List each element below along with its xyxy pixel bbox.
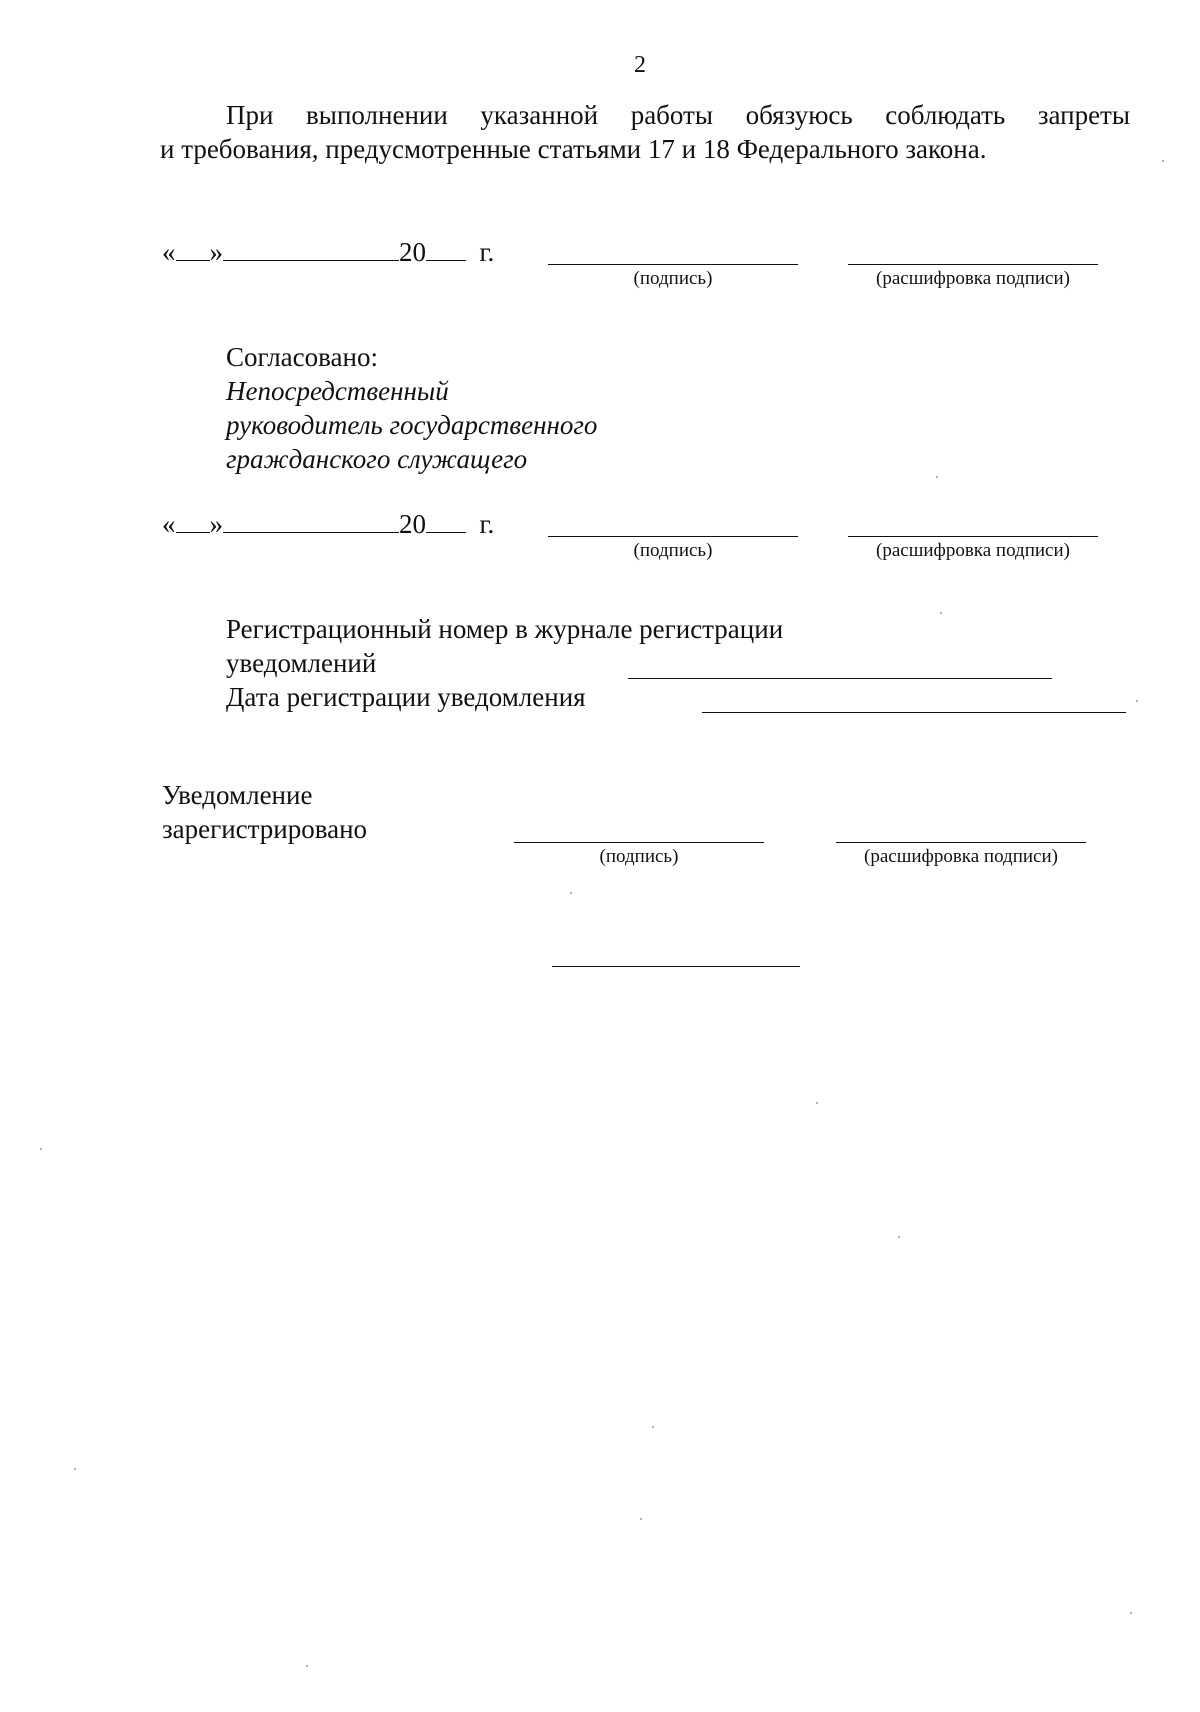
scan-speck bbox=[1136, 700, 1138, 702]
year-suffix: г. bbox=[479, 509, 495, 539]
supervisor-title-line-1: Непосредственный bbox=[226, 376, 449, 406]
scan-speck bbox=[40, 1148, 42, 1150]
registration-number-label-line-1: Регистрационный номер в журнале регистрации bbox=[226, 614, 784, 644]
registration-date-line[interactable] bbox=[702, 712, 1126, 713]
registration-date-label: Дата регистрации уведомления bbox=[226, 682, 586, 712]
day-blank[interactable] bbox=[176, 510, 210, 533]
month-blank[interactable] bbox=[223, 238, 399, 261]
signature-caption: (подпись) bbox=[633, 268, 713, 289]
scan-speck bbox=[936, 476, 938, 478]
scan-speck bbox=[74, 1468, 76, 1470]
scan-speck bbox=[816, 1102, 818, 1104]
registration-number-label-line-2: уведомлений bbox=[226, 648, 377, 678]
day-blank[interactable] bbox=[176, 238, 210, 261]
signature-line-applicant[interactable] bbox=[548, 264, 798, 265]
signature-line-registrar[interactable] bbox=[514, 842, 764, 843]
date-open-quote: « bbox=[162, 237, 176, 267]
agreed-label: Согласовано: bbox=[226, 342, 378, 372]
scan-speck bbox=[940, 612, 942, 614]
signature-decoding-line-applicant[interactable] bbox=[848, 264, 1098, 265]
date-open-quote: « bbox=[162, 509, 176, 539]
year-blank[interactable] bbox=[426, 238, 466, 261]
scan-speck bbox=[306, 1665, 308, 1667]
signature-caption: (подпись) bbox=[599, 846, 679, 867]
date-close-quote: » bbox=[209, 509, 223, 539]
date-field-applicant[interactable] bbox=[162, 236, 494, 268]
signature-decoding-caption: (расшифровка подписи) bbox=[876, 540, 1070, 561]
scan-speck bbox=[640, 1518, 642, 1520]
signature-decoding-caption: (расшифровка подписи) bbox=[864, 846, 1058, 867]
scan-speck bbox=[652, 1426, 654, 1428]
commitment-paragraph bbox=[160, 98, 1130, 166]
commitment-line-2: и требования, предусмотренные статьями 17 и 18 Федерального закона. bbox=[160, 134, 987, 164]
scan-speck bbox=[1130, 1612, 1132, 1614]
supervisor-title-line-3: гражданского служащего bbox=[226, 444, 528, 474]
scan-speck bbox=[570, 892, 572, 894]
end-separator-line bbox=[552, 966, 800, 967]
date-field-supervisor[interactable] bbox=[162, 508, 494, 540]
year-blank[interactable] bbox=[426, 510, 466, 533]
registered-label-line-2: зарегистрировано bbox=[162, 814, 368, 844]
year-prefix: 20 bbox=[399, 509, 426, 539]
date-close-quote: » bbox=[209, 237, 223, 267]
signature-decoding-caption: (расшифровка подписи) bbox=[876, 268, 1070, 289]
scan-speck bbox=[898, 1236, 900, 1238]
supervisor-title-line-2: руководитель государственного bbox=[226, 410, 598, 440]
signature-decoding-line-supervisor[interactable] bbox=[848, 536, 1098, 537]
signature-decoding-line-registrar[interactable] bbox=[836, 842, 1086, 843]
year-prefix: 20 bbox=[399, 237, 426, 267]
signature-line-supervisor[interactable] bbox=[548, 536, 798, 537]
registered-label-line-1: Уведомление bbox=[162, 780, 313, 810]
month-blank[interactable] bbox=[223, 510, 399, 533]
scan-speck bbox=[1162, 160, 1164, 162]
year-suffix: г. bbox=[479, 237, 495, 267]
registration-number-line[interactable] bbox=[628, 678, 1052, 679]
commitment-line-1: При выполнении указанной работы обязуюсь соблюдать запреты bbox=[226, 100, 1130, 130]
page-number: 2 bbox=[634, 52, 646, 78]
signature-caption: (подпись) bbox=[633, 540, 713, 561]
